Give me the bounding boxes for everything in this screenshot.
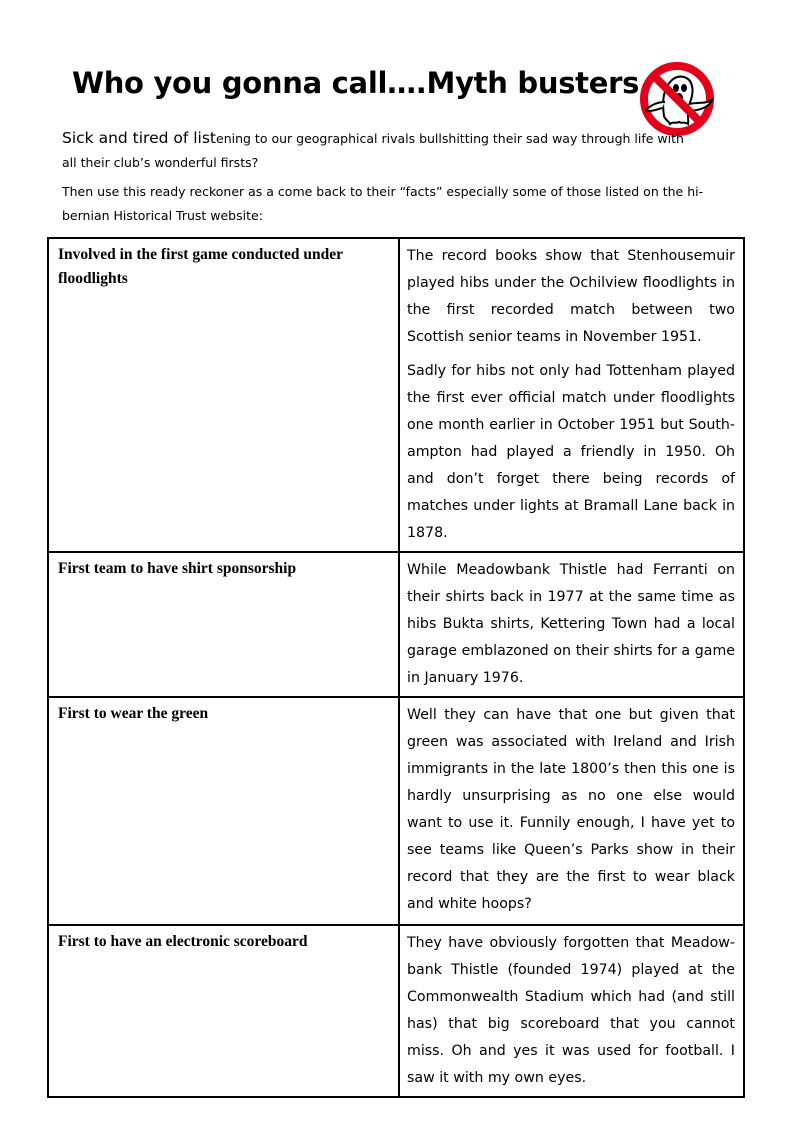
rebuttal-paragraph: The record books show that Stenhousemuir played hibs under the Ochilview floodlights in the first recorded match between two Scottish senior teams in November 1951. xyxy=(407,248,735,345)
myth-rebuttal xyxy=(399,925,744,1097)
rebuttal-paragraph: While Meadowbank Thistle had Ferranti on their shirts back in 1977 at the same time as hibs Bukta shirts, Kettering Town had a local garage emblazoned on their shirts for a game in January 1976. xyxy=(407,562,735,686)
myth-claim: First team to have shirt sponsorship xyxy=(48,552,399,697)
myth-rebuttal xyxy=(399,697,744,925)
myth-rebuttal xyxy=(399,552,744,697)
rebuttal-paragraph: Sadly for hibs not only had Tottenham played the first ever official match under floodlights one month earlier in October 1951 but South-ampton had played a friendly in 1950. Oh and don’t forget there being records of matches under lights at Bramall Lane back in 1878. xyxy=(407,363,735,541)
myth-claim: First to have an electronic scoreboard xyxy=(48,925,399,1097)
intro-second-paragraph: Then use this ready reckoner as a come back to their “facts” especially some of those listed on the hi-bernian Historical Trust website: xyxy=(62,184,704,223)
rebuttal-paragraph: They have obviously forgotten that Meadow-bank Thistle (founded 1974) played at the Commonwealth Stadium which had (and still has) that big scoreboard that you cannot miss. Oh and yes it was used for football. I saw it with my own eyes. xyxy=(407,935,735,1086)
table-row xyxy=(48,238,744,552)
table-row xyxy=(48,552,744,697)
intro-lead: Sick and tired of list xyxy=(62,129,217,147)
rebuttal-paragraph: Well they can have that one but given that green was associated with Ireland and Irish immigrants in the late 1800’s then this one is hardly unsurprising as no one else would want to use it. Funnily enough, I have yet to see teams like Queen’s Parks show in their record that they are the first to wear black and white hoops? xyxy=(407,707,735,912)
page-title: Who you gonna call….Myth busters xyxy=(72,66,640,100)
table-row xyxy=(48,697,744,925)
intro-lead-rest: ening to our geographical rivals bullshitting their sad way through life with all their club’s wonderful firsts? xyxy=(62,131,684,170)
myth-table xyxy=(47,237,745,1098)
myth-claim: Involved in the first game conducted under floodlights xyxy=(48,238,399,552)
table-row xyxy=(48,925,744,1097)
intro-paragraph xyxy=(62,126,702,175)
myth-claim: First to wear the green xyxy=(48,697,399,925)
myth-rebuttal xyxy=(399,238,744,552)
